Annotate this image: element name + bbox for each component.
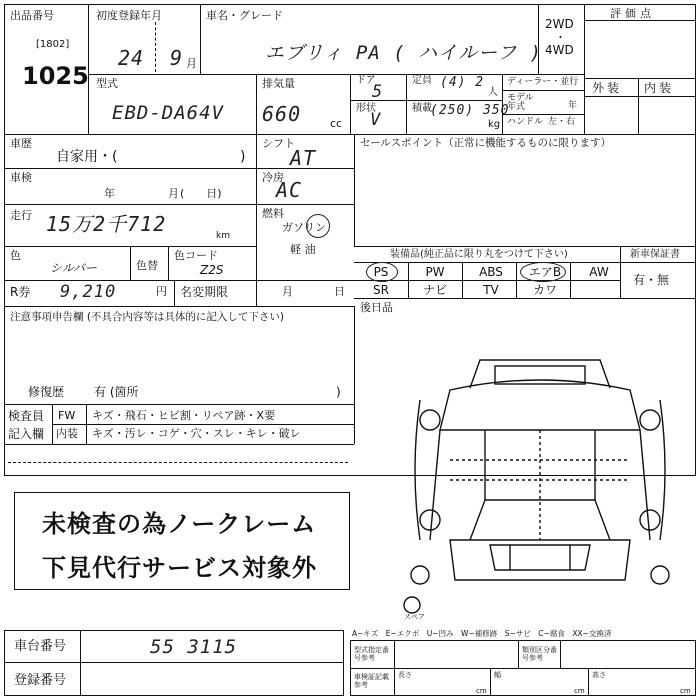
- shape-label: 形状: [356, 103, 376, 114]
- fw-text: キズ・飛石・ヒビ割・リペア跡・X要: [92, 409, 276, 422]
- history-label: 車歴: [10, 137, 32, 150]
- height-label: 高さ: [592, 671, 606, 679]
- drive-4wd: 4WD: [545, 43, 574, 57]
- new-warranty-value: 有・無: [633, 273, 670, 287]
- shift-label: シフト: [262, 137, 295, 150]
- repair-close: ): [336, 385, 341, 399]
- equipment-item: エアB: [528, 265, 562, 279]
- type-ref-label: 型式指定番号参考: [354, 646, 389, 663]
- door-value: 5: [372, 82, 384, 102]
- length-label: 長さ: [398, 671, 412, 679]
- history-close: ): [240, 149, 246, 165]
- shape-value: V: [370, 110, 382, 130]
- ps-circle: [366, 262, 398, 282]
- width-label: 幅: [494, 671, 501, 679]
- new-warranty-label: 新車保証書: [630, 249, 680, 260]
- first-reg-month-unit: 月: [186, 57, 197, 70]
- recycle-value: 9,210: [60, 282, 117, 302]
- displacement-value: 660: [262, 102, 302, 126]
- capacity-unit: 人: [488, 87, 498, 98]
- fuel-gas-circle: [306, 214, 330, 238]
- color-label: 色: [10, 249, 21, 262]
- lot-number: 1025: [22, 62, 89, 90]
- inspector-label: 検査員: [8, 409, 45, 423]
- length-unit: cm: [476, 687, 487, 695]
- equipment-item: PS: [373, 265, 389, 279]
- dealer-label: ディーラー・並行: [507, 77, 579, 87]
- registration-label: 登録番号: [14, 673, 67, 688]
- mileage-unit: km: [216, 231, 230, 241]
- capacity-label: 定員: [412, 75, 432, 86]
- aftermarket-label: 後日品: [360, 301, 393, 314]
- equipment-item: ABS: [479, 265, 503, 279]
- equipment-item: SR: [373, 283, 389, 297]
- equipment-item: AW: [589, 265, 609, 279]
- fuel-diesel: 軽 油: [290, 243, 316, 256]
- interior-eval-label: 内装: [644, 81, 675, 95]
- inspection-year-unit: 年: [104, 187, 115, 200]
- inspection-label: 車検: [10, 171, 32, 184]
- handle-value: 左・右: [548, 117, 576, 127]
- drive-2wd: 2WD: [545, 17, 574, 31]
- exterior-label: 外装: [592, 81, 623, 95]
- height-unit: cm: [680, 687, 691, 695]
- inspection-month-unit: 月: [168, 187, 179, 200]
- displacement-label: 排気量: [262, 77, 295, 90]
- chassis-label: 車台番号: [14, 639, 67, 654]
- equipment-item: ナビ: [422, 283, 447, 297]
- name-change-day: 日: [334, 285, 345, 298]
- first-reg-month: 9: [170, 46, 184, 70]
- chassis-value: 55 3115: [150, 636, 238, 658]
- notes-label: 注意事項申告欄 (不具合内容等は具体的に記入して下さい): [10, 311, 285, 323]
- airbag-circle: [520, 262, 566, 282]
- interior-note-text: キズ・汚レ・コゲ・穴・スレ・キレ・破レ: [92, 427, 301, 440]
- car-damage-diagram: [390, 340, 690, 620]
- model-value: EBD-DA64V: [112, 102, 224, 124]
- class-ref-label: 類別区分番号参考: [522, 646, 557, 663]
- lot-prefix: [1802]: [36, 39, 70, 50]
- load-value: (250) 350: [430, 103, 510, 118]
- notice-line2: 下見代行サービス対象外: [42, 554, 317, 582]
- inspection-day-unit: ( 日): [180, 187, 222, 200]
- model-year-unit: 年: [568, 101, 578, 111]
- damage-legend: A−キズ E−エクボ U−凹み W−補修跡 S−サビ C−腐食 XX−交換済: [352, 629, 612, 638]
- interior-note-label: 内装: [56, 427, 78, 440]
- car-name-label: 車名・グレード: [206, 9, 283, 22]
- color-code-label: 色コード: [174, 249, 218, 262]
- capacity-value: (4) 2: [440, 75, 485, 90]
- equipment-item: TV: [483, 283, 499, 297]
- load-unit: kg: [488, 119, 501, 130]
- spare-label: スペア: [404, 613, 425, 621]
- first-reg-year: 24: [118, 46, 145, 70]
- first-reg-label: 初度登録年月: [96, 9, 162, 22]
- lot-label: 出品番号: [10, 9, 54, 22]
- drive-dot: ・: [555, 31, 566, 44]
- model-year-label: モデル年式: [507, 93, 534, 112]
- shift-value: AT: [290, 146, 317, 170]
- equipment-item: PW: [425, 265, 445, 279]
- history-value: 自家用・(: [56, 149, 118, 165]
- aircon-label: 冷房: [262, 171, 284, 184]
- width-unit: cm: [574, 687, 585, 695]
- notice-line1: 未検査の為ノークレーム: [42, 510, 317, 538]
- aircon-value: AC: [276, 178, 303, 202]
- cert-ref-label: 車検証記載参考: [354, 673, 389, 690]
- name-change-label: 名変期限: [180, 285, 229, 299]
- eval-label: 評価点: [610, 7, 655, 20]
- recycle-unit: 円: [156, 285, 167, 298]
- fw-label: FW: [58, 409, 76, 422]
- displacement-unit: cc: [330, 117, 343, 130]
- fuel-gas: ガソリン: [282, 221, 326, 234]
- load-label: 積載: [412, 103, 432, 114]
- name-change-month: 月: [282, 285, 293, 298]
- car-name-value: エブリィ PA ( ハイルーフ ): [265, 42, 543, 64]
- handle-label: ハンドル: [507, 117, 544, 127]
- model-label: 型式: [96, 77, 118, 90]
- color-change-label: 色替: [136, 259, 158, 272]
- repair-label: 修復歴: [28, 385, 65, 399]
- sales-points-label: セールスポイント（正常に機能するものに限ります）: [360, 137, 612, 149]
- equipment-title: 装備品(純正品に限り丸をつけて下さい): [390, 249, 568, 260]
- recycle-label: R券: [10, 285, 31, 299]
- equipment-item: カワ: [532, 283, 557, 297]
- mileage-value: 15万2千712: [46, 212, 167, 236]
- door-label: ドア: [356, 75, 376, 86]
- mileage-label: 走行: [10, 209, 32, 222]
- color-code-value: Z2S: [200, 263, 224, 277]
- color-value: シルバー: [50, 261, 97, 275]
- repair-value: 有 (箇所: [94, 385, 139, 399]
- entry-label: 記入欄: [8, 427, 45, 441]
- fuel-label: 燃料: [262, 207, 284, 220]
